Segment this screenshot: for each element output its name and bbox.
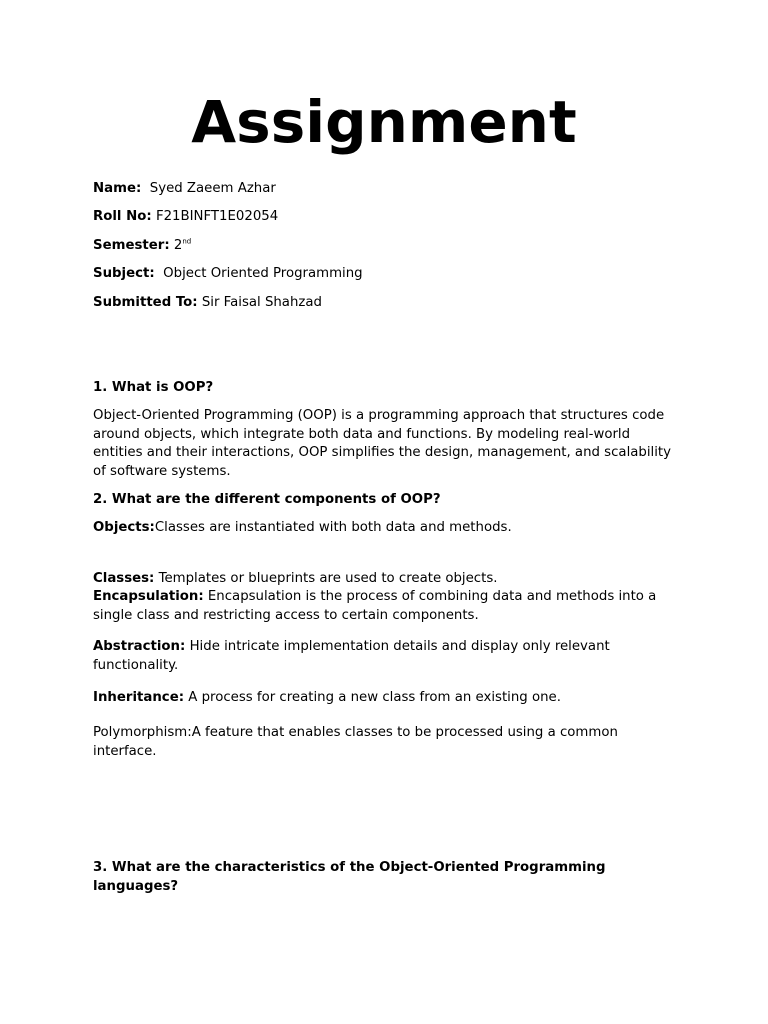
classes-text: Templates or blueprints are used to create objects. [158, 571, 498, 586]
question-2-heading: 2. What are the different components of OOP? [93, 492, 441, 507]
encapsulation-text: Encapsulation is the process of combining data and methods into a single class and restricting access to certain components. [93, 589, 657, 623]
roll-line [93, 208, 683, 227]
abstraction-label: Abstraction: [93, 639, 186, 654]
name-line [93, 180, 683, 199]
encapsulation-label: Encapsulation: [93, 589, 204, 604]
name-label: Name: [93, 181, 142, 196]
objects-text: Classes are instantiated with both data and methods. [154, 520, 512, 535]
inheritance-line [93, 689, 683, 708]
subject-line [93, 265, 683, 284]
abstraction-text: Hide intricate implementation details and display only relevant functionality. [93, 639, 610, 673]
roll-value: F21BINFT1E02054 [155, 209, 279, 224]
question-1-answer: Object-Oriented Programming (OOP) is a programming approach that structures code around objects, which integrate both data and functions. By modeling real-world entities and their interactions, OOP simplifies the design, management, and scalability of software systems. [93, 408, 672, 479]
document-title: Assignment [191, 88, 577, 156]
semester-suffix: nd [182, 237, 192, 246]
submitted-line [93, 294, 683, 313]
classes-line [93, 570, 683, 589]
name-value: Syed Zaeem Azhar [149, 181, 276, 196]
question-1-heading: 1. What is OOP? [93, 380, 214, 395]
objects-label: Objects: [93, 520, 155, 535]
encapsulation-paragraph [93, 588, 673, 625]
semester-line [93, 237, 683, 256]
objects-line [93, 519, 683, 538]
classes-label: Classes: [93, 571, 155, 586]
roll-label: Roll No: [93, 209, 152, 224]
submitted-value: Sir Faisal Shahzad [201, 295, 322, 310]
polymorphism-paragraph: Polymorphism:A feature that enables classes to be processed using a common interface. [93, 725, 618, 759]
semester-value: 2 [173, 238, 183, 253]
semester-label: Semester: [93, 238, 170, 253]
submitted-label-text: Submitted To: [93, 295, 198, 310]
abstraction-paragraph [93, 638, 673, 675]
subject-value: Object Oriented Programming [163, 266, 363, 281]
subject-label: Subject: [93, 266, 155, 281]
inheritance-label: Inheritance: [93, 690, 185, 705]
inheritance-text: A process for creating a new class from an existing one. [188, 690, 561, 705]
question-3-heading: 3. What are the characteristics of the Object-Oriented Programming languages? [93, 860, 606, 894]
